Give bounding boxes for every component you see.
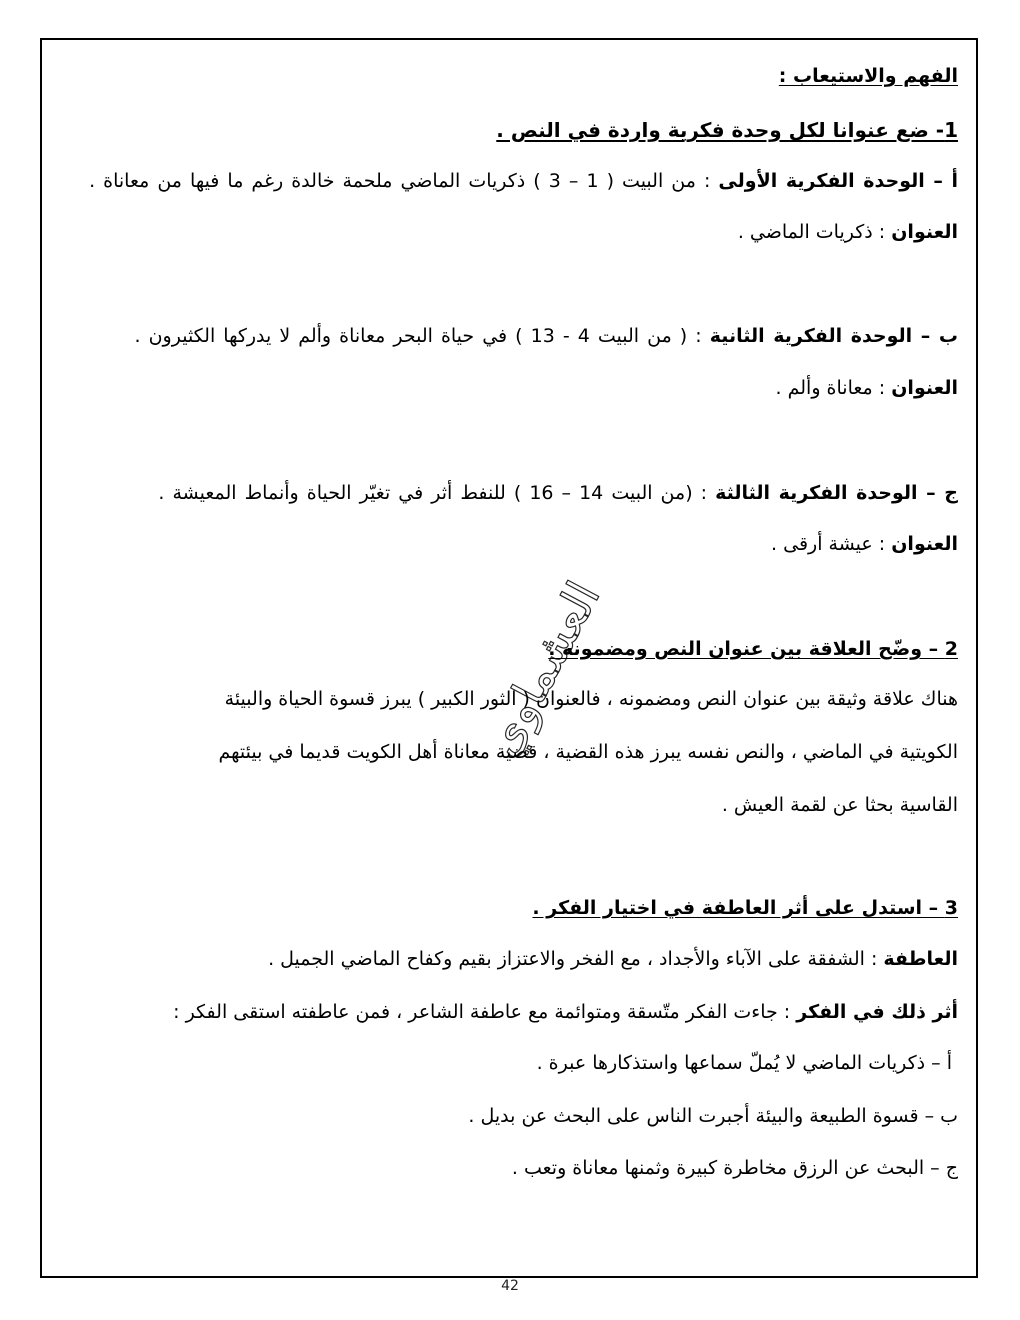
- question-3-title: 3 – استدل على أثر العاطفة في اختيار الفكر .: [532, 897, 958, 919]
- emotion-line: [268, 947, 958, 971]
- title-b-text: : معاناة وألم .: [775, 377, 886, 399]
- section-title: الفهم والاستيعاب :: [778, 65, 958, 87]
- title-b-line: [776, 376, 958, 400]
- unit-a-label: أ – الوحدة الفكرية الأولى: [718, 170, 958, 192]
- title-a-line: [738, 220, 958, 244]
- unit-c-line: [158, 481, 958, 505]
- unit-b-label: ب – الوحدة الفكرية الثانية: [709, 325, 958, 347]
- title-a-text: : ذكريات الماضي .: [737, 221, 886, 243]
- title-c-text: : عيشة أرقى .: [771, 533, 886, 555]
- title-c-label: العنوان: [891, 533, 958, 555]
- effect-text: : جاءت الفكر متّسقة ومتوائمة مع عاطفة الشاعر ، فمن عاطفته استقى الفكر :: [173, 1001, 791, 1023]
- emotion-text: : الشفقة على الآباء والأجداد ، مع الفخر والاعتزاز بقيم وكفاح الماضي الجميل .: [268, 948, 878, 970]
- effect-point-b: ب – قسوة الطبيعة والبيئة أجبرت الناس على البحث عن بديل .: [468, 1105, 958, 1127]
- emotion-label: العاطفة: [883, 948, 958, 970]
- question-2-title: 2 – وضّح العلاقة بين عنوان النص ومضمونه .: [548, 638, 958, 660]
- effect-point-a: أ – ذكريات الماضي لا يُملّ سماعها واستذكارها عبرة .: [536, 1052, 952, 1074]
- watermark: العشماوي: [474, 572, 611, 765]
- effect-line: [173, 1000, 958, 1024]
- effect-label: أثر ذلك في الفكر: [796, 1001, 958, 1023]
- title-c-line: [771, 532, 958, 556]
- unit-c-label: ج – الوحدة الفكرية الثالثة: [715, 482, 958, 504]
- effect-point-c: ج – البحث عن الرزق مخاطرة كبيرة وثمنها معاناة وتعب .: [511, 1157, 958, 1179]
- title-a-label: العنوان: [891, 221, 958, 243]
- unit-a-text: : من البيت ( 1 – 3 ) ذكريات الماضي ملحمة خالدة رغم ما فيها من معاناة .: [89, 170, 711, 192]
- unit-b-line: [135, 324, 958, 348]
- q2-answer-line-2: الكويتية في الماضي ، والنص نفسه يبرز هذه القضية ، قضية معاناة أهل الكويت قديما في بيئتهم: [218, 741, 958, 763]
- unit-a-line: [89, 169, 958, 193]
- title-b-label: العنوان: [891, 377, 958, 399]
- unit-c-text: : (من البيت 14 – 16 ) للنفط أثر في تغيّر الحياة وأنماط المعيشة .: [158, 482, 708, 504]
- q2-answer-line-3: القاسية بحثا عن لقمة العيش .: [721, 794, 958, 816]
- question-1-title: 1- ضع عنوانا لكل وحدة فكرية واردة في النص .: [496, 118, 958, 142]
- q2-answer-line-1: هناك علاقة وثيقة بين عنوان النص ومضمونه ، فالعنوان ( الثور الكبير ) يبرز قسوة الحياة والبيئة: [224, 688, 958, 710]
- page-number: 42: [501, 1278, 519, 1294]
- unit-b-text: : ( من البيت 4 - 13 ) في حياة البحر معاناة وألم لا يدركها الكثيرون .: [134, 325, 702, 347]
